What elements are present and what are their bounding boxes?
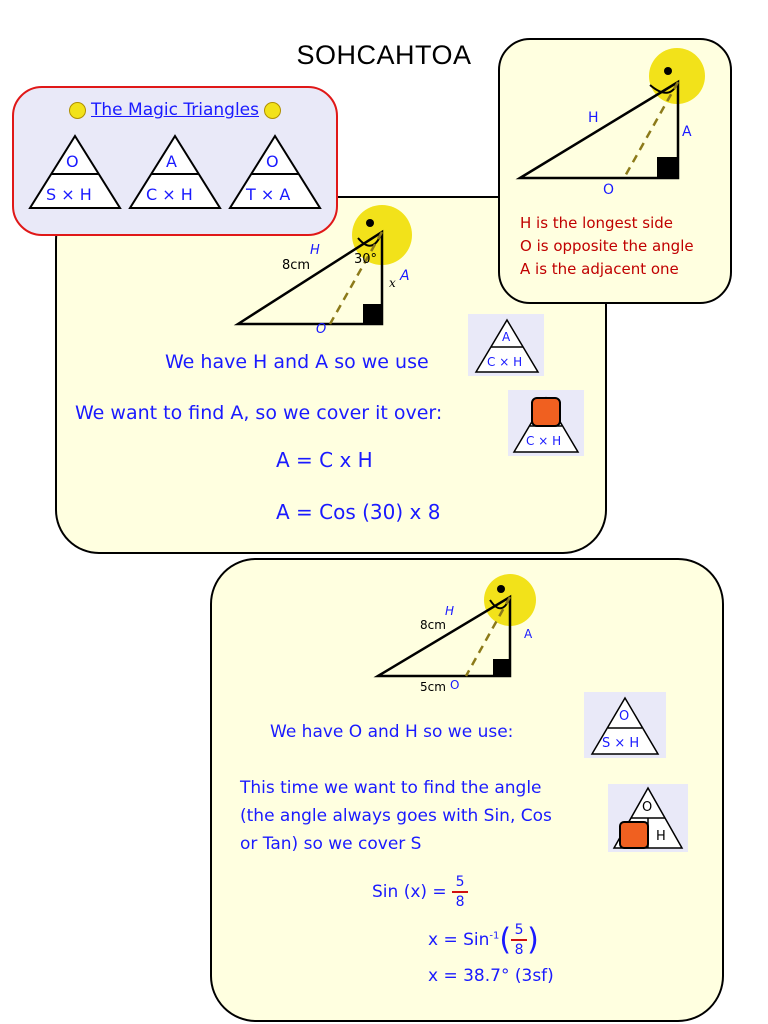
ex2-label-o: O	[450, 678, 460, 692]
frac2-denominator: 8	[514, 942, 524, 958]
ex2-eq2-sup: -1	[489, 930, 500, 942]
legend-line-1: H is the longest side	[520, 214, 673, 232]
legend-line-2: O is opposite the angle	[520, 237, 694, 255]
ex1-label-o: O	[316, 322, 327, 337]
ex2-eq1	[372, 874, 468, 910]
example1-triangle-diagram	[230, 200, 430, 330]
smiley-icon	[264, 102, 281, 119]
ex2-para-3: or Tan) so we cover S	[240, 834, 422, 854]
ex1-label-h: H	[310, 243, 320, 258]
ex1-line2: We want to find A, so we cover it over:	[75, 402, 443, 424]
ex2-eq3: x = 38.7° (3sf)	[428, 966, 554, 986]
magic-tri1-top: O	[66, 152, 79, 171]
ex2-eq2: $x = Sin^{-1}(\frac{5}{8})$	[428, 922, 539, 958]
smiley-icon	[69, 102, 86, 119]
magic-tri2-bottom: C × H	[146, 185, 193, 204]
frac-denominator: 8	[455, 894, 465, 910]
ex2-covered-triangle	[612, 786, 684, 850]
ex2-line1: We have O and H so we use:	[270, 722, 514, 742]
legend-label-h: H	[588, 110, 599, 126]
example2-triangle-diagram	[370, 570, 550, 682]
magic-tri3-top: O	[266, 152, 279, 171]
legend-line-3: A is the adjacent one	[520, 260, 679, 278]
ex2-label-h: H	[445, 604, 455, 618]
ex1-label-8cm: 8cm	[282, 258, 311, 273]
ex1-eq1: A = C x H	[276, 448, 373, 472]
ex2-label-a: A	[524, 627, 533, 641]
ex1-label-angle: 30°	[354, 252, 378, 267]
ex2-para-1: This time we want to find the angle	[240, 778, 542, 798]
legend-triangle-diagram	[500, 40, 730, 200]
magic-title	[14, 100, 336, 120]
legend-label-a: A	[682, 124, 692, 140]
ex1-tri-bottom: C × H	[487, 355, 523, 369]
ex2-tri-top: O	[619, 709, 630, 724]
ex1-eq2: A = Cos (30) x 8	[276, 500, 441, 524]
magic-tri3-bottom: T × A	[246, 185, 291, 204]
ex2-label-5cm: 5cm	[420, 680, 446, 694]
magic-tri1-bottom: S × H	[46, 185, 92, 204]
ex2-eq2-fraction	[511, 922, 527, 958]
ex1-line1: We have H and A so we use	[165, 351, 429, 373]
ex2-para-2: (the angle always goes with Sin, Cos	[240, 806, 552, 826]
frac2-numerator: 5	[514, 922, 524, 938]
ex1-label-x: x	[389, 276, 396, 290]
ex2-eq2-left: x = Sin	[428, 930, 490, 950]
legend-label-o: O	[603, 182, 615, 198]
ex2-tri2-h: H	[656, 829, 666, 844]
frac-numerator: 5	[455, 874, 465, 890]
ex2-tri-bottom: S × H	[602, 736, 640, 751]
ex1-tri-top: A	[502, 330, 511, 344]
magic-title-text[interactable]: The Magic Triangles	[91, 100, 259, 120]
ex2-eq1-left: Sin (x) =	[372, 882, 447, 902]
ex2-tri2-top: O	[642, 800, 653, 815]
ex1-label-a: A	[400, 268, 410, 284]
ex2-eq1-fraction	[452, 874, 468, 910]
page-title: SOHCAHTOA	[296, 40, 472, 70]
ex1-tri2-bottom: C × H	[526, 434, 562, 448]
ex2-label-8cm: 8cm	[420, 618, 446, 632]
magic-tri2-top: A	[166, 152, 177, 171]
